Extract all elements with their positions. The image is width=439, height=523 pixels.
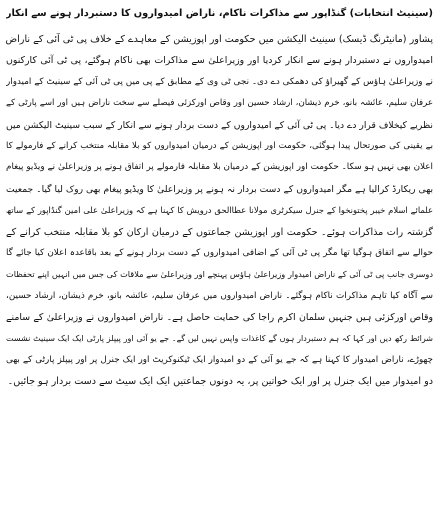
article-body-line: سے آگاہ کیا تاہم مذاکرات ناکام ہوگئے۔ ناراض امیدواروں میں عرفان سلیم، عائشہ بانو، خرم ذیشان، ارشاد حسین،	[6, 290, 433, 301]
article-body-line: حوالے سے اتفاق ہوگیا تھا مگر پی ٹی آئی کے اضافی امیدواروں کے دست بردار ہونے کے بعد باقاعدہ اعلان کیا جائے گا	[6, 247, 433, 258]
article-body-line: علمائے اسلام خیبر پختونخوا کے جنرل سیکرٹری مولانا عطاالحق درویش کا کہنا ہے کہ وزیراعلیٰ علی امین گنڈاپور کے ساتھ	[6, 205, 433, 216]
article-body-line: دو امیدوار میں ایک جنرل پر اور ایک خواتین پر، یہ دونوں جماعتیں ایک ایک سیٹ سے دست بردار ہو جائیں۔	[7, 376, 433, 388]
article-headline: (سینیٹ انتخابات) گنڈاپور سے مذاکرات ناکام، ناراض امیدواروں کا دستبردار ہونے سے انکار	[6, 8, 433, 19]
article-body-line: نظریے کیخلاف قرار دے دیا۔ پی ٹی آئی کے امیدواروں کے دست بردار ہونے سے انکار کے سبب سینیٹ الیکشن میں	[6, 119, 433, 131]
article-body	[6, 29, 433, 393]
article-body-line: چھوڑے، ناراض امیدوار کا کہنا ہے کہ جے یو آئی کے دو امیدوار ایک ٹیکنوکریٹ اور ایک جنرل پر اور پیپلز پارٹی کے بھی	[6, 354, 433, 365]
article-body-line: بھی ریکارڈ کرالیا ہے مگر امیدواروں کے دست بردار نہ ہونے پر وزیراعلیٰ کا ویڈیو پیغام بھی روک لیا گیا۔ جمعیت	[6, 183, 433, 195]
article-body-line: امیدواروں نے دستبردار ہونے سے انکار کردیا اور وزیراعلیٰ سے مذاکرات بھی ناکام ہوگئے، پی ٹی آئی کارکنوں	[6, 55, 433, 67]
article-body-line: بے یقینی کی صورتحال پیدا ہوگئی، حکومت اور اپوزیشن کے درمیان امیدواروں کو بلا مقابلہ منتخب کرانے کے فارمولے کا	[6, 140, 433, 151]
article-body-line: پشاور (مانیٹرنگ ڈیسک) سینیٹ الیکشن میں حکومت اور اپوزیشن کے معاہدے کے خلاف پی ٹی آئی کے ناراض	[6, 34, 433, 45]
article-body-line: اعلان بھی نہیں ہو سکا۔ حکومت اور اپوزیشن کے درمیان بلا مقابلہ فارمولے پر اتفاق ہونے پر وزیراعلیٰ نے ویڈیو پیغام	[6, 162, 433, 173]
article-body-line: شرائط رکھ دیں اور کہا کہ ہم دستبردار ہوں گے کاغذات واپس نہیں لیں گے۔ جے یو آئی اور پیپلز پارٹی ایک ایک سینیٹ نشست	[6, 334, 433, 344]
article-body-line: گزشتہ رات مذاکرات ہوئے۔ حکومت اور اپوزیشن جماعتوں کے درمیان ارکان کو بلا مقابلہ منتخب کرانے کے	[6, 226, 433, 238]
article-body-line: نے وزیراعلیٰ ہاؤس کے گھیراؤ کی دھمکی دے دی۔ نجی ٹی وی کے مطابق کے پی میں پی ٹی آئی کے سینیٹ کے امیدوار	[6, 76, 433, 87]
article-body-line: وقاص اورکزئی ہیں جنہیں سلمان اکرم راجا کی حمایت حاصل ہے۔ ناراض امیدواروں نے وزیراعلیٰ کے سامنے	[6, 312, 433, 324]
article-body-line: دوسری جانب پی ٹی آئی کے ناراض امیدوار وزیراعلیٰ ہاؤس پہنچے اور وزیراعلیٰ سے ملاقات کی جس میں انہیں اپنے تحفظات	[6, 269, 433, 280]
article-body-line: عرفان سلیم، عائشہ بانو، خرم ذیشان، ارشاد حسین اور وقاص اورکزئی فیصلے سے سخت ناراض ہیں اور اسے پارٹی کے	[6, 98, 433, 109]
